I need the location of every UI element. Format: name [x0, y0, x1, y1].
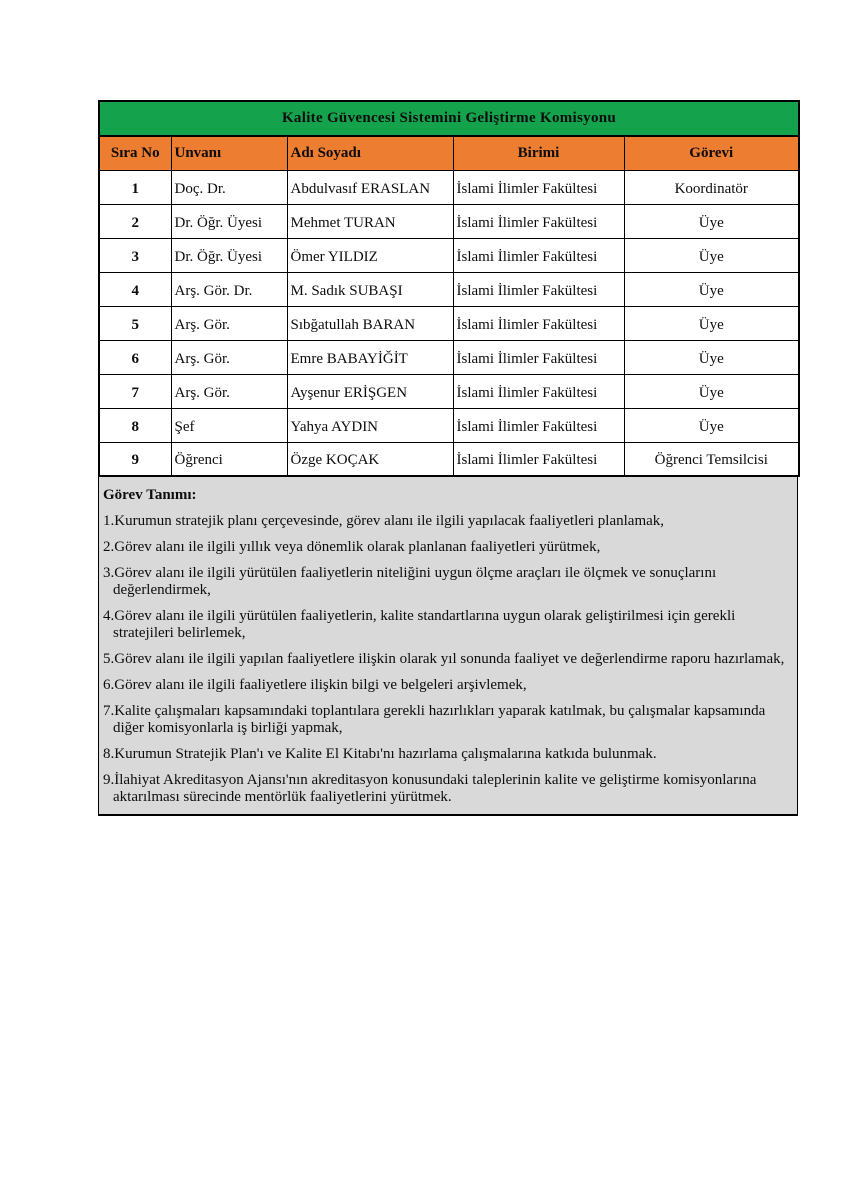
cell-gorev: Üye [624, 204, 799, 238]
committee-table [98, 100, 800, 477]
cell-gorev: Üye [624, 408, 799, 442]
cell-ad: Ayşenur ERİŞGEN [287, 374, 453, 408]
column-header-sira-no: Sıra No [99, 136, 171, 170]
table-row [99, 408, 799, 442]
duty-item: 7.Kalite çalışmaları kapsamındaki toplantılara gerekli hazırlıkları yaparak katılmak, bu çalışmalar kapsamında diğer komisyonlarla iş birliği yapmak, [103, 703, 766, 736]
table-row [99, 272, 799, 306]
column-header-gorevi: Görevi [624, 136, 799, 170]
table-row [99, 204, 799, 238]
cell-gorev: Üye [624, 306, 799, 340]
cell-birim: İslami İlimler Fakültesi [453, 238, 624, 272]
cell-unvan: Dr. Öğr. Üyesi [171, 204, 287, 238]
table-title-row [99, 101, 799, 136]
cell-unvan: Arş. Gör. [171, 374, 287, 408]
duty-item: 1.Kurumun stratejik planı çerçevesinde, görev alanı ile ilgili yapılacak faaliyetleri planlamak, [103, 513, 665, 529]
column-header-birimi: Birimi [453, 136, 624, 170]
cell-sira: 6 [99, 340, 171, 374]
duties-list [103, 513, 791, 806]
cell-gorev: Öğrenci Temsilcisi [624, 442, 799, 476]
cell-gorev: Üye [624, 374, 799, 408]
cell-ad: Ömer YILDIZ [287, 238, 453, 272]
cell-sira: 5 [99, 306, 171, 340]
cell-ad: Sıbğatullah BARAN [287, 306, 453, 340]
cell-ad: Özge KOÇAK [287, 442, 453, 476]
column-header-unvani: Unvanı [171, 136, 287, 170]
cell-gorev: Üye [624, 272, 799, 306]
table-row [99, 306, 799, 340]
cell-ad: M. Sadık SUBAŞI [287, 272, 453, 306]
cell-sira: 2 [99, 204, 171, 238]
committee-table-body [99, 170, 799, 476]
cell-birim: İslami İlimler Fakültesi [453, 408, 624, 442]
cell-unvan: Arş. Gör. Dr. [171, 272, 287, 306]
committee-document [98, 100, 798, 816]
duties-section [98, 477, 798, 816]
cell-unvan: Arş. Gör. [171, 340, 287, 374]
duty-item: 6.Görev alanı ile ilgili faaliyetlere ilişkin bilgi ve belgeleri arşivlemek, [103, 677, 527, 693]
table-title: Kalite Güvencesi Sistemini Geliştirme Komisyonu [99, 101, 799, 136]
duty-item: 4.Görev alanı ile ilgili yürütülen faaliyetlerin, kalite standartlarına uygun olarak geliştirilmesi için gerekli stratejileri belirlemek, [103, 608, 736, 641]
cell-unvan: Dr. Öğr. Üyesi [171, 238, 287, 272]
cell-birim: İslami İlimler Fakültesi [453, 340, 624, 374]
column-header-adi-soyadi: Adı Soyadı [287, 136, 453, 170]
duty-item: 8.Kurumun Stratejik Plan'ı ve Kalite El Kitabı'nı hazırlama çalışmalarına katkıda bulunmak. [103, 746, 657, 762]
cell-gorev: Üye [624, 340, 799, 374]
cell-sira: 4 [99, 272, 171, 306]
cell-gorev: Üye [624, 238, 799, 272]
table-row [99, 374, 799, 408]
cell-ad: Emre BABAYİĞİT [287, 340, 453, 374]
cell-sira: 1 [99, 170, 171, 204]
cell-unvan: Öğrenci [171, 442, 287, 476]
table-row [99, 340, 799, 374]
cell-birim: İslami İlimler Fakültesi [453, 442, 624, 476]
cell-unvan: Şef [171, 408, 287, 442]
cell-ad: Yahya AYDIN [287, 408, 453, 442]
cell-unvan: Doç. Dr. [171, 170, 287, 204]
duties-heading: Görev Tanımı: [103, 487, 197, 503]
cell-birim: İslami İlimler Fakültesi [453, 272, 624, 306]
cell-gorev: Koordinatör [624, 170, 799, 204]
cell-sira: 9 [99, 442, 171, 476]
cell-birim: İslami İlimler Fakültesi [453, 170, 624, 204]
duty-item: 2.Görev alanı ile ilgili yıllık veya dönemlik olarak planlanan faaliyetleri yürütmek, [103, 539, 601, 555]
cell-unvan: Arş. Gör. [171, 306, 287, 340]
cell-birim: İslami İlimler Fakültesi [453, 204, 624, 238]
table-row [99, 238, 799, 272]
cell-sira: 8 [99, 408, 171, 442]
cell-birim: İslami İlimler Fakültesi [453, 306, 624, 340]
cell-sira: 7 [99, 374, 171, 408]
cell-sira: 3 [99, 238, 171, 272]
table-header-row [99, 136, 799, 170]
duty-item: 9.İlahiyat Akreditasyon Ajansı'nın akreditasyon konusundaki taleplerinin kalite ve geliştirme komisyonlarına aktarılması sürecinde mentörlük faaliyetlerini yürütmek. [103, 772, 757, 805]
cell-birim: İslami İlimler Fakültesi [453, 374, 624, 408]
duty-item: 3.Görev alanı ile ilgili yürütülen faaliyetlerin niteliğini uygun ölçme araçları ile ölçmek ve sonuçlarını değerlendirmek, [103, 565, 717, 598]
cell-ad: Mehmet TURAN [287, 204, 453, 238]
table-row [99, 442, 799, 476]
table-row [99, 170, 799, 204]
duty-item: 5.Görev alanı ile ilgili yapılan faaliyetlere ilişkin olarak yıl sonunda faaliyet ve değerlendirme raporu hazırlamak, [103, 651, 785, 667]
cell-ad: Abdulvasıf ERASLAN [287, 170, 453, 204]
